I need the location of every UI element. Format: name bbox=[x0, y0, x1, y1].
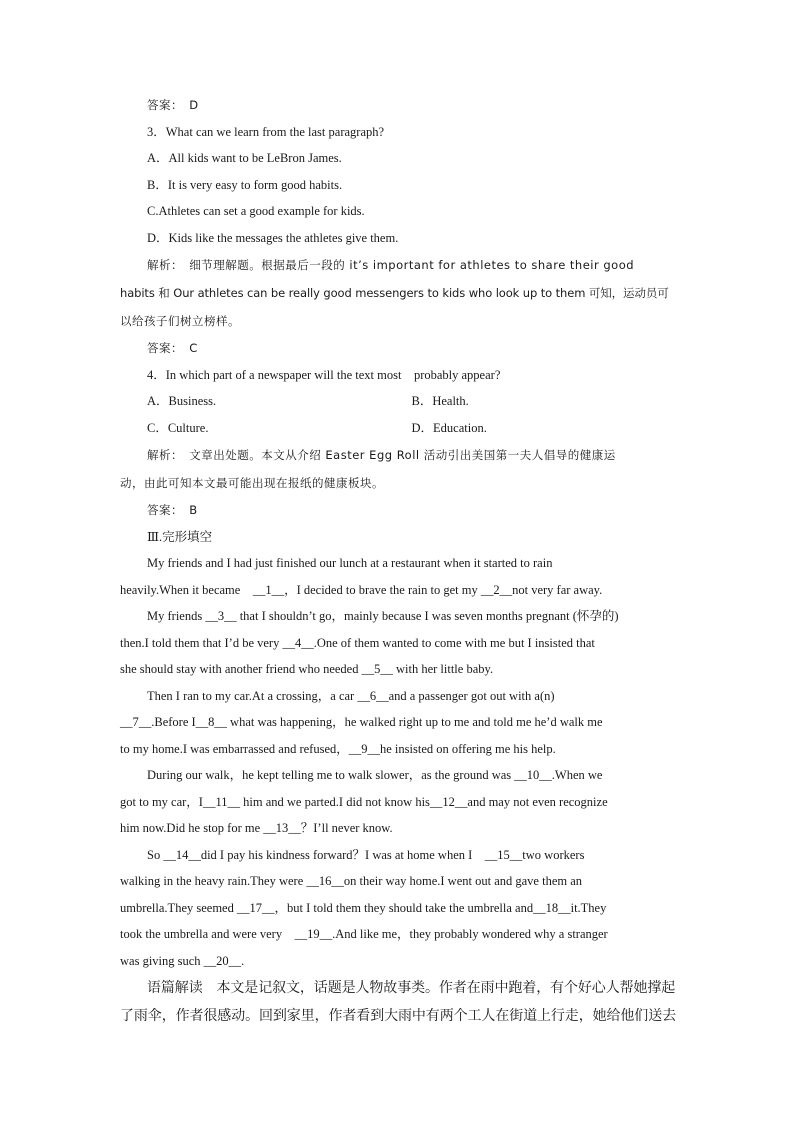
cloze-line-2: heavily.When it became __1__，I decided to brave the rain to get my __2__not very far away. bbox=[120, 582, 603, 597]
q3-analysis-line-1: 解析： 细节理解题。根据最后一段的 it’s important for athletes to share their good bbox=[147, 258, 635, 272]
q4-option-b: B．Health. bbox=[411, 394, 469, 408]
q4-analysis-line-1: 解析： 文章出处题。本文从介绍 Easter Egg Roll 活动引出美国第一夫人倡导的健康运 bbox=[147, 448, 616, 462]
cloze-line-11: him now.Did he stop for me __13__？I’ll never know. bbox=[120, 821, 393, 835]
cloze-heading: Ⅲ.完形填空 bbox=[147, 529, 213, 544]
q3-option-a: A．All kids want to be LeBron James. bbox=[147, 151, 342, 165]
q4-option-c: C．Culture. bbox=[147, 420, 209, 435]
q2-answer: 答案： D bbox=[147, 98, 199, 112]
cloze-line-4: then.I told them that I’d be very __4__.One of them wanted to come with me but I insisted that bbox=[120, 635, 595, 650]
cloze-line-3: My friends __3__ that I shouldn’t go，mainly because I was seven months pregnant (怀孕的) bbox=[147, 609, 619, 623]
cloze-line-12: So __14__did I pay his kindness forward？I was at home when I __15__two workers bbox=[147, 847, 585, 862]
cloze-line-1: My friends and I had just finished our lunch at a restaurant when it started to rain bbox=[147, 556, 553, 570]
q4-analysis-line-2: 动，由此可知本文最可能出现在报纸的健康板块。 bbox=[120, 476, 384, 490]
cloze-line-16: was giving such __20__. bbox=[120, 953, 245, 968]
q4-option-a: A．Business. bbox=[147, 394, 217, 408]
q4-options-row-2 bbox=[120, 415, 676, 442]
cloze-line-5: she should stay with another friend who needed __5__ with her little baby. bbox=[120, 662, 494, 676]
cloze-line-10: got to my car，I__11__ him and we parted.I did not know his__12__and may not even recognize bbox=[120, 794, 608, 809]
reading-note-line-1: 语篇解读 本文是记叙文，话题是人物故事类。作者在雨中跑着，有个好心人帮她撑起 bbox=[147, 980, 676, 996]
cloze-line-7: __7__.Before I__8__ what was happening，he walked right up to me and told me he’d walk me bbox=[120, 715, 603, 729]
cloze-line-15: took the umbrella and were very __19__.And like me，they probably wondered why a stranger bbox=[120, 927, 608, 941]
cloze-line-13: walking in the heavy rain.They were __16__on their way home.I went out and gave them an bbox=[120, 874, 583, 888]
q4-answer: 答案： B bbox=[147, 503, 198, 517]
document-page bbox=[120, 92, 676, 1030]
cloze-line-9: During our walk，he kept telling me to walk slower，as the ground was __10__.When we bbox=[147, 768, 603, 782]
cloze-line-6: Then I ran to my car.At a crossing，a car __6__and a passenger got out with a(n) bbox=[147, 688, 555, 703]
q4-question: 4．In which part of a newspaper will the text most probably appear? bbox=[147, 367, 501, 382]
q3-answer: 答案： C bbox=[147, 341, 198, 355]
q3-question: 3．What can we learn from the last paragraph? bbox=[147, 124, 385, 139]
q3-analysis-line-3: 以给孩子们树立榜样。 bbox=[120, 314, 240, 328]
q3-option-d: D．Kids like the messages the athletes give them. bbox=[147, 230, 399, 245]
q3-option-b: B．It is very easy to form good habits. bbox=[147, 177, 343, 192]
q3-analysis-line-2: habits 和 Our athletes can be really good messengers to kids who look up to them 可知，运动员可 bbox=[120, 286, 669, 300]
q3-option-c: C.Athletes can set a good example for kids. bbox=[147, 204, 365, 218]
cloze-line-14: umbrella.They seemed __17__，but I told them they should take the umbrella and__18__it.They bbox=[120, 900, 607, 915]
q4-options-row-1 bbox=[120, 388, 676, 415]
reading-note-line-2: 了雨伞，作者很感动。回到家里，作者看到大雨中有两个工人在街道上行走，她给他们送去 bbox=[120, 1008, 676, 1024]
q4-option-d: D．Education. bbox=[411, 420, 487, 435]
cloze-line-8: to my home.I was embarrassed and refused，__9__he insisted on offering me his help. bbox=[120, 741, 556, 756]
